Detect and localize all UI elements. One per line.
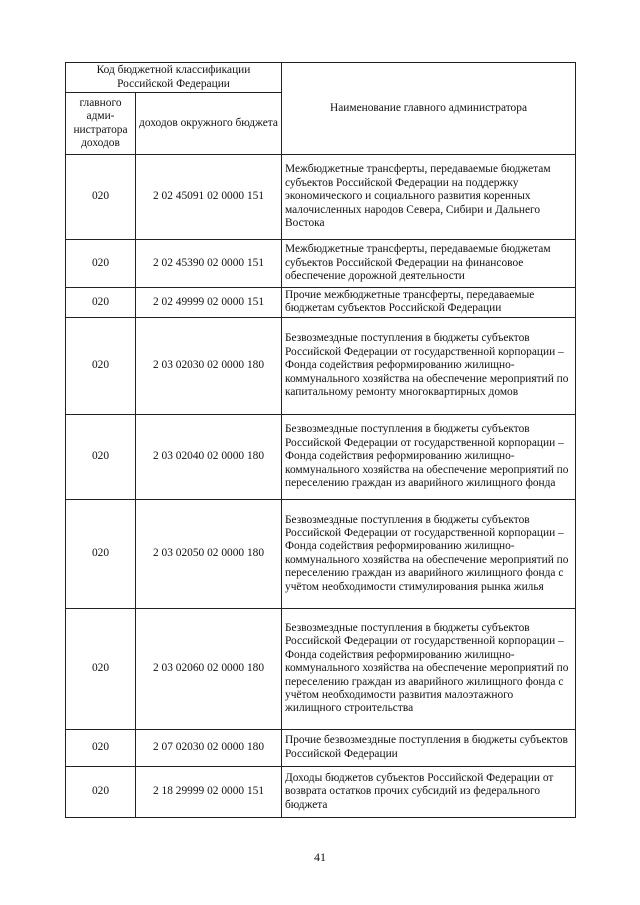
administrator-name-cell: Прочие безвозмездные поступления в бюджеты субъектов Российской Федерации	[282, 729, 576, 766]
administrator-code-cell: 020	[66, 766, 136, 817]
administrator-code-cell: 020	[66, 729, 136, 766]
header-budget-code-group: Код бюджетной классификации Российской Федерации	[66, 63, 282, 93]
table-row	[66, 155, 576, 240]
header-district-budget-revenue: доходов окружного бюджета	[136, 93, 282, 155]
budget-classification-table	[65, 62, 576, 818]
table-row	[66, 766, 576, 817]
budget-code-cell: 2 18 29999 02 0000 151	[136, 766, 282, 817]
administrator-code-cell: 020	[66, 414, 136, 499]
budget-code-cell: 2 03 02060 02 0000 180	[136, 608, 282, 729]
table-row	[66, 729, 576, 766]
table-body	[66, 155, 576, 818]
administrator-name-cell: Доходы бюджетов субъектов Российской Федерации от возврата остатков прочих субсидий из федерального бюджета	[282, 766, 576, 817]
administrator-name-cell: Межбюджетные трансферты, передаваемые бюджетам субъектов Российской Федерации на поддержку экономического и социального развития коренных малочисленных народов Севера, Сибири и Дальнего Востока	[282, 155, 576, 240]
administrator-name-cell: Безвозмездные поступления в бюджеты субъектов Российской Федерации от государственной корпорации – Фонда содействия реформированию жилищно-коммунального хозяйства на обеспечение мероприятий по переселению граждан из аварийного жилищного фонда с учётом необходимости стимулирования рынка жилья	[282, 499, 576, 608]
budget-code-cell: 2 07 02030 02 0000 180	[136, 729, 282, 766]
budget-code-cell: 2 02 45091 02 0000 151	[136, 155, 282, 240]
table-row	[66, 317, 576, 414]
table-row	[66, 414, 576, 499]
administrator-code-cell: 020	[66, 155, 136, 240]
page-number: 41	[314, 850, 326, 864]
administrator-name-cell: Межбюджетные трансферты, передаваемые бюджетам субъектов Российской Федерации на финансовое обеспечение дорожной деятельности	[282, 240, 576, 288]
budget-code-cell: 2 02 49999 02 0000 151	[136, 288, 282, 318]
table-row	[66, 499, 576, 608]
administrator-code-cell: 020	[66, 608, 136, 729]
administrator-name-cell: Безвозмездные поступления в бюджеты субъектов Российской Федерации от государственной корпорации – Фонда содействия реформированию жилищно-коммунального хозяйства на обеспечение мероприятий по переселению граждан из аварийного жилищного фонда с учётом необходимости развития малоэтажного жилищного строительства	[282, 608, 576, 729]
table-row	[66, 240, 576, 288]
budget-code-cell: 2 03 02040 02 0000 180	[136, 414, 282, 499]
table-row	[66, 608, 576, 729]
administrator-name-cell: Безвозмездные поступления в бюджеты субъектов Российской Федерации от государственной корпорации – Фонда содействия реформированию жилищно-коммунального хозяйства на обеспечение мероприятий по переселению граждан из аварийного жилищного фонда	[282, 414, 576, 499]
administrator-code-cell: 020	[66, 288, 136, 318]
header-administrator-name: Наименование главного администратора	[282, 63, 576, 155]
administrator-name-cell: Прочие межбюджетные трансферты, передаваемые бюджетам субъектов Российской Федерации	[282, 288, 576, 318]
table-row	[66, 288, 576, 318]
budget-code-cell: 2 03 02030 02 0000 180	[136, 317, 282, 414]
administrator-code-cell: 020	[66, 240, 136, 288]
header-main-administrator: главного адми-нистратора доходов	[66, 93, 136, 155]
administrator-code-cell: 020	[66, 317, 136, 414]
administrator-name-cell: Безвозмездные поступления в бюджеты субъектов Российской Федерации от государственной корпорации – Фонда содействия реформированию жилищно-коммунального хозяйства на обеспечение мероприятий по капитальному ремонту многоквартирных домов	[282, 317, 576, 414]
budget-code-cell: 2 02 45390 02 0000 151	[136, 240, 282, 288]
administrator-code-cell: 020	[66, 499, 136, 608]
table-header-row	[66, 63, 576, 93]
budget-code-cell: 2 03 02050 02 0000 180	[136, 499, 282, 608]
